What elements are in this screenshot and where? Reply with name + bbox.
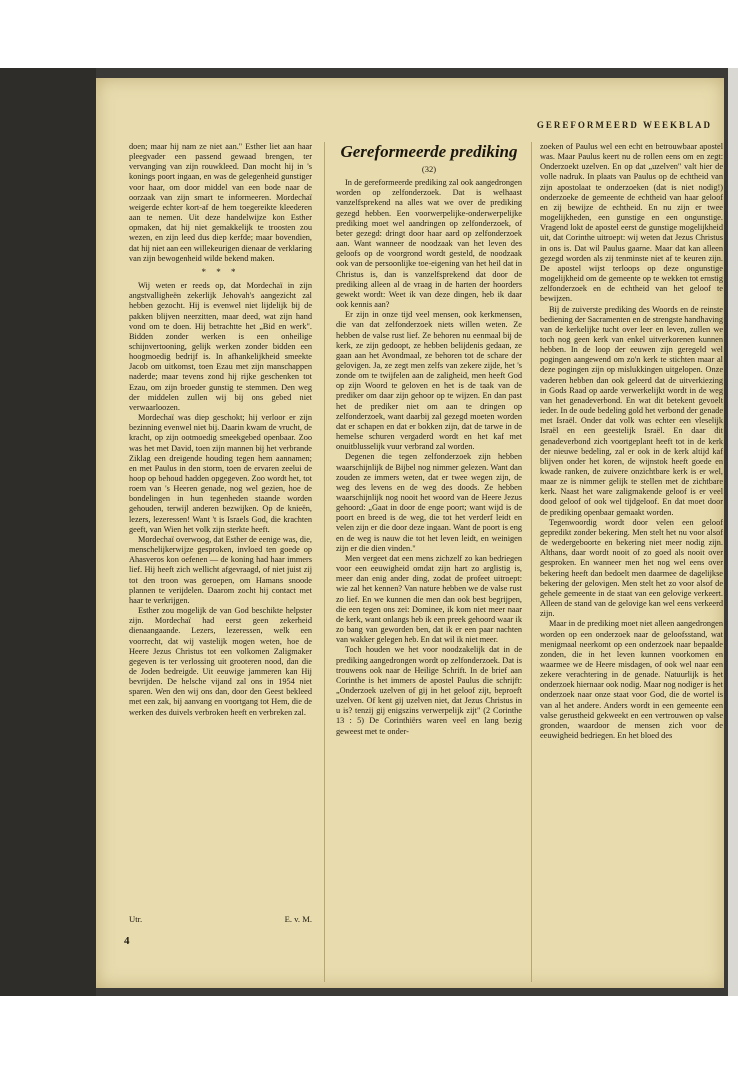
paragraph: Wij weten er reeds op, dat Mordechaï in zijn angstvalligheën zekerlijk Jehovah's aangezicht zal hebben gezocht. Hij is evenwel niet lijdelijk bij de pakken blijven neerzitten, maar deed, wat zijn hand vond om te doen. Hij betrachtte het „Bid en werk". Bidden zonder werken is een onheilige schijnvertooning, gelijk werken zonder bidden een hoogmoedig bedrijf is. In afhankelijkheid smeekte Jacob om uitkomst, toen Ezau met zijn manschappen naderde; maar tevens zond hij rijke geschenken tot Ezau, om zijn broeder gunstig te stemmen. Den weg der middelen zullen wij bij ons gebed niet verwaarloozen. — [129, 281, 312, 412]
newspaper-page — [96, 78, 724, 988]
page-number: 4 — [124, 935, 130, 947]
column-divider — [324, 142, 325, 982]
paragraph: Toch houden we het voor noodzakelijk dat in de prediking aangedrongen wordt op zelfonderzoek. Dat is trouwens ook naar de Heilige Schrift. In de brief aan Corinthe is het immers de apostel Paulus die schrijft: „Onderzoek uzelven of gij in het geloof zijt, beproeft uzelven. Of kent gij uzelven niet, dat Jezus Christus in u is? tenzij gij enigszins verwerpelijk zijt" (2 Corinthe 13 : 5) De Corinthiërs waren veel en lang bezig geweest met te onder- — [336, 645, 522, 736]
article-number: (32) — [421, 164, 437, 174]
paragraph: Mordechaï overwoog, dat Esther de eenige was, die, menschelijkerwijze gesproken, invloed ten goede op Ahasveros kon oefenen — de koning had haar immers lief. Hij heeft zich wellicht afgevraagd, of niet juist zij tot den troon was geroepen, om Hamans snoode plannen te verijdelen. Daarom zocht hij contact met haar te verkrijgen. — [129, 534, 312, 605]
paragraph: zoeken of Paulus wel een echt en betrouwbaar apostel was. Maar Paulus keert nu de rollen eens om en zegt: Onderzoekt uzelven. En op dat „uzelven" valt hier de volle nadruk. In plaats van Paulus op de echtheid van zijn apostolaat te onderzoeken (dat is niet nodig!) onderzoeke de gemeente de echtheid van haar geloof en zij bewijze de echtheid. En nu zijn er twee mogelijkheden, een gunstige en een ongunstige. Vragend lokt de apostel eerst de gunstige mogelijkheid uit, dat Corinthe uitroept: wij weten dat Jezus Christus in ons is. Dat wil Paulus gaarne. Maar dat kan alleen gezegd worden als zij tenminste niet af te keuren zijn. De apostel wijst terloops op deze ongunstige mogelijkheid om de gemeente op te wekken tot ernstig zelfonderzoek en de echtheid van het geloof te bewijzen. — [540, 142, 723, 304]
column-middle — [336, 142, 522, 992]
paragraph: Bij de zuiverste prediking des Woords en de reinste bediening der Sacramenten en de strengste handhaving van de kerkelijke tucht over leer en leven, zullen we toch nog geen kerk van enkel uitverkorenen kunnen hebben. In de loop der eeuwen zijn geregeld wel pogingen aangewend om zo'n kerk te stichten maar al deze pogingen zijn op mislukkingen uitgelopen. Onze vaderen hebben dan ook geleerd dat de uitverkiezing in Gods Raad op aarde verwerkelijkt wordt in de weg van het genadeverbond. En wat dit betekent gevoelt ieder. In de oude bedeling gold het verbond der genade met Israël. Onder dat volk was echter een vleselijk Israël en een geestelijk Israël. En daar dit genadeverbond zich voortgeplant heeft tot in de kerk der nieuwe bedeling, zal er ook in de kerk altijd kaf blijven onder het koren, de wijnstok heeft goede en kwade ranken, de zuivere onzichtbare kerk is er wel, maar ze is nimmer gelijk te stellen met de zichtbare kerk. Naast het ware zaligmakende geloof is er veel dood geloof of ook wel tijdgeloof. En dat moet door de prediking openbaar gemaakt worden. — [540, 304, 723, 517]
section-ornament: * * * — [201, 266, 240, 277]
paragraph: Degenen die tegen zelfonderzoek zijn hebben waarschijnlijk de Bijbel nog nimmer gelezen. Want dan zouden ze immers weten, dat er twee wegen zijn, de weg des levens en de weg des doods. Ze hebben waarschijnlijk nog nooit het woord van de Heere Jezus gehoord: „Gaat in door de enge poort; want wijd is de poort en breed is de weg, die tot het verderf leidt en velen zijn er die door deze ingaan. Want de poort is eng en de weg is nauw die tot het leven leidt, en weinigen zijn er die dien vinden." — [336, 452, 522, 553]
paragraph: Tegenwoordig wordt door velen een geloof gepredikt zonder bekering. Men stelt het nu voor alsof de wedergeboorte en bekering niet meer nodig zijn. Althans, daar wordt nooit of zo goed als nooit over gesproken. En wanneer men het nog wel eens over bekering heeft dan bedoelt men daarmee de dagelijkse bekering der gelovigen. Men stelt het zo voor alsof de gehele gemeente in de staat van een gelovige verkeert. Alleen de stand van de gelovige kan wel eens verkeerd zijn. — [540, 517, 723, 619]
paragraph: doen; maar hij nam ze niet aan." Esther liet aan haar pleegvader een passend gewaad brengen, ter vervanging van zijn rouwkleed. Dan mocht hij in 's konings poort ingaan, en was de gelegenheid gunstiger voor haar, om door middel van een bode naar de oorzaak van zijn smart te informeeren. Mordechaï weigerde echter kort-af de hem toegereikte kleederen aan te nemen. Uit deze handelwijze kon Esther opmaken, dat hij niet gemakkelijk te troosten zou wezen, en zijn leed dus diep kerfde; maar bovendien, dat hij niet aan een willekeurigen dienaar de verklaring van zijn bewogenheid wilde bekend maken. — [129, 142, 312, 263]
scan-right-edge — [728, 68, 738, 996]
scan-background — [0, 68, 738, 996]
article-title: Gereformeerde prediking — [340, 142, 518, 161]
scan-dark-margin — [0, 68, 96, 996]
paragraph: Maar in de prediking moet niet alleen aangedrongen worden op een onderzoek naar de geloofsstand, wat menigmaal neerkomt op een onderzoek naar bepaalde zonden, die in het leven kunnen voorkomen en waarmee we de Heere misdagen, of ook wel naar een zekere verachtering in de genade. Natuurlijk is het onderzoek hiernaar ook nodig. Maar nog nodiger is het onderzoek naar onze staat voor God, die de wortel is van al het andere. Anders wordt in een gemeente een valse gerustheid gekweekt en een vertrouwen op valse gronden, waardoor de mensen zich voor de eeuwigheid bedriegen. En het bloed des — [540, 619, 723, 741]
column-right — [540, 142, 723, 992]
paragraph: In de gereformeerde prediking zal ook aangedrongen worden op zelfonderzoek. Dat is welhaast vanzelfsprekend na alles wat we over de prediking gezegd hebben. Een voorwerpelijke-onderwerpelijke prediking moet wel aandringen op zelfonderzoek, of beter gezegd: dringt door haar aard op zelfonderzoek aan. Want wanneer de noodzaak van het leven des geloofs op de voorgrond wordt gesteld, de noodzaak ook van de persoonlijke toe-eigening van het heil dat in Christus is, dan is vanzelfsprekend dat door de prediking alleen al de vraag in de harten der hoorders gewekt wordt: Weet ik van deze dingen, heb ik daar ook kennis aan? — [336, 178, 522, 310]
paragraph: Er zijn in onze tijd veel mensen, ook kerkmensen, die van dat zelfonderzoek niets willen weten. Ze hebben de valse rust lief. Ze behoren nu eenmaal bij de kerk, ze zijn gedoopt, ze hebben belijdenis gedaan, ze gaan aan het Avondmaal, ze behoren tot de schare der gelovigen. Ja, ze zegt men zelfs van zekere zijde, het 's zonde om te twijfelen aan de zaligheid, men heeft God op zijn Woord te geloven en het is de taak van de prediker om daar zijn gehoor op te wijzen. En dan past het de prediker niet om aan te dringen op zelfonderzoek, want daarbij zal gezegd moeten worden dat er schapen en dat er bokken zijn, dat de tarwe in de hemelse schuren vergaderd wordt en het kaf met onuitblusselijk vuur verbrand zal worden. — [336, 310, 522, 452]
signoff-author: E. v. M. — [284, 914, 312, 924]
paragraph: Men vergeet dat een mens zichzelf zo kan bedriegen voor een eeuwigheid omdat zijn hart zo arglistig is, meer dan enig ander ding, zodat de profeet uitroept: wie zal het kennen? Van nature hebben we de valse rust zo lief. En we kunnen die men dan ook best begrijpen, die een tegen ons zei: Dominee, ik kom niet meer naar de kerk, want onlangs heb ik een preek gehoord waar ik zo bang van geworden ben, dat ik er een paar nachten van wakker gelegen heb. En dat wil ik niet meer. — [336, 553, 522, 645]
paragraph: Esther zou mogelijk de van God beschikte helpster zijn. Mordechaï had eerst geen zekerheid dienaangaande. Lezers, lezeressen, welk een voorrecht, dat wij vastelijk mogen weten, hoe de Heere Jezus Christus tot een volkomen Zaligmaker gegeven is ter verlossing uit grooteren nood, dan die de Joden bedreigde. Uit eeuwige jammeren kan Hij bevrijden. De helsche vijand zal ons in 1954 niet sparen. Wen den wij ons dan, door den Geest bekleed met een zak, bij aanvang en voortgang tot Hem, die de werken des duivels verbroken heeft en verbreken zal. — [129, 606, 312, 717]
running-header: GEREFORMEERD WEEKBLAD — [536, 120, 712, 130]
paragraph: Mordechaï was diep geschokt; hij verloor er zijn bezinning evenwel niet bij. Daarin kwam de vrucht, de kracht, op zijn ootmoedig smeekgebed openbaar. Zoo was het met David, toen zijn mannen bij het verbrande Ziklag een dreigende houding tegen hem aannamen; en met Paulus in den storm, toen de ervaren zeelui de hoop op behoud hadden opgegeven. Zoo wordt het, tot roem van 's Heeren genade, nog wel gezien, hoe de bondelingen in hun tegenheden staande worden gehouden, terwijl anderen bezwijken. Op de knieën, lezers, lezeressen! Want 't is Israels God, die krachten geeft, van Wien het volk zijn sterkte heeft. — [129, 413, 312, 534]
signoff-place: Utr. — [129, 914, 143, 924]
column-left — [129, 142, 312, 910]
column-divider — [531, 142, 532, 982]
